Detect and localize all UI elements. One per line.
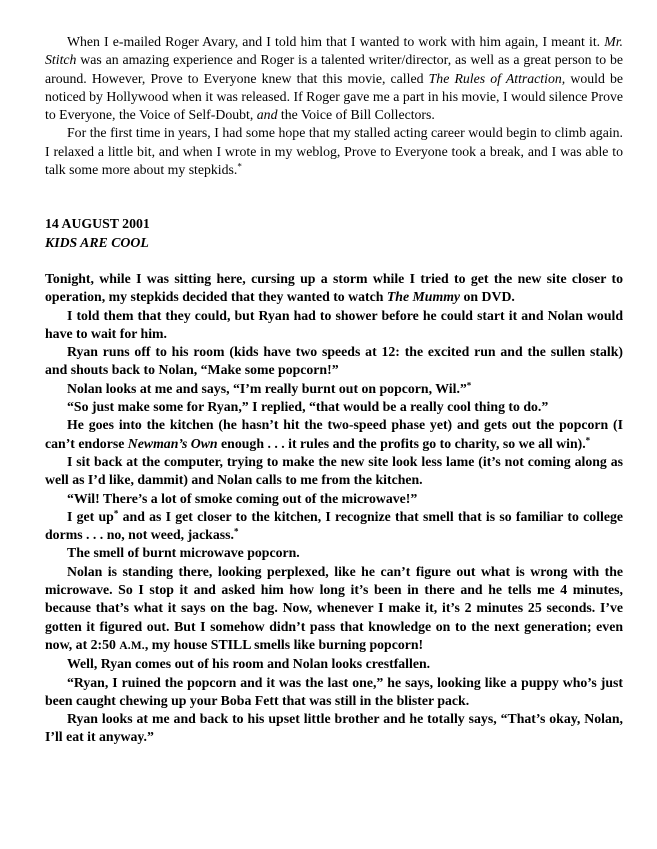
blog-paragraph <box>45 544 623 562</box>
footnote-asterisk: * <box>113 508 119 519</box>
blog-paragraph <box>45 307 623 344</box>
text-run: “Wil! There’s a lot of smoke coming out of the microwave!” <box>67 490 418 506</box>
text-run: For the first time in years, I had some hope that my stalled acting career would begin to climb again. I relaxed a little bit, and when I wrote in my weblog, Prove to Everyone took a break, and I was able to talk some more about my stepkids. <box>45 125 623 178</box>
italic-text: The Mummy <box>386 289 461 305</box>
blog-entry-section <box>45 270 623 747</box>
footnote-asterisk: * <box>237 161 242 172</box>
italic-text: Newman’s Own <box>127 435 218 451</box>
text-run: I get up <box>67 508 114 524</box>
narration-section <box>45 33 623 179</box>
blog-paragraph <box>45 490 623 508</box>
blog-paragraph <box>45 453 623 490</box>
text-run: Ryan looks at me and back to his upset little brother and he totally says, “That’s okay, Nolan, I’ll eat it anyway.” <box>45 711 623 745</box>
text-run: I sit back at the computer, trying to make the new site look less lame (it’s not coming along as well as I’d like, dammit) and Nolan calls to me from the kitchen. <box>45 453 623 488</box>
blog-paragraph <box>45 343 623 380</box>
text-run: would be noticed by Hollywood when it was released. If Roger gave me a part in his movie, I would silence Prove to Everyone, the Voice of Self-Doubt, <box>45 70 623 123</box>
blog-paragraph <box>45 508 623 545</box>
text-run: “So just make some for Ryan,” I replied, “that would be a really cool thing to do.” <box>67 399 549 415</box>
text-run: was an amazing experience and Roger is a talented writer/director, as well as a great person to be around. However, Prove to Everyone knew that this movie, called <box>45 52 623 86</box>
text-run: the Voice of Bill Collectors. <box>277 107 435 123</box>
entry-date-heading: 14 AUGUST 2001 <box>45 216 150 232</box>
text-run: , my house STILL smells like burning popcorn! <box>144 636 424 652</box>
text-run: Well, Ryan comes out of his room and Nolan looks crestfallen. <box>67 656 431 672</box>
narration-paragraph <box>45 124 623 179</box>
blog-paragraph <box>45 655 623 673</box>
footnote-asterisk: * <box>233 526 239 537</box>
footnote-asterisk: * <box>585 435 591 446</box>
text-run: Tonight, while I was sitting here, cursing up a storm while I tried to get the new site closer to operation, my stepkids decided that they wanted to watch <box>45 270 623 305</box>
text-run: Ryan runs off to his room (kids have two speeds at 12: the excited run and the sullen stalk) and shouts back to Nolan, “Make some popcorn!” <box>45 344 623 378</box>
blog-paragraph <box>45 270 623 307</box>
text-run: and as I get closer to the kitchen, I recognize that smell that is so familiar to college dorms . . . no, not weed, jackass. <box>45 508 624 543</box>
blog-paragraph <box>45 710 623 747</box>
text-run: The smell of burnt microwave popcorn. <box>67 545 300 561</box>
text-run: When I e-mailed Roger Avary, and I told him that I wanted to work with him again, I meant it. <box>67 34 605 49</box>
italic-text: The Rules of Attraction, <box>428 70 566 86</box>
blog-paragraph <box>45 416 623 453</box>
text-column <box>45 33 623 747</box>
blog-paragraph <box>45 563 623 655</box>
smallcaps-text: A.M. <box>119 639 145 652</box>
italic-text: Mr. Stitch <box>45 34 623 68</box>
footnote-asterisk: * <box>466 380 472 391</box>
text-run: Nolan is standing there, looking perplexed, like he can’t figure out what is wrong with the microwave. So I stop it and asked him how long it’s been in there and he tells me 4 minutes, because that’s what it says on the bag. Now, whenever I make it, it’s 2 minutes 25 seconds. I’ve gotten it figured out. But I somehow didn’t pass that knowledge on to the next generation; even now, at 2:50 <box>45 563 623 652</box>
text-run: He goes into the kitchen (he hasn’t hit the two-speed phase yet) and gets out the popcorn (I can’t endorse <box>45 417 623 451</box>
blog-paragraph <box>45 380 623 398</box>
text-run: Nolan looks at me and says, “I’m really burnt out on popcorn, Wil.” <box>67 380 467 396</box>
text-run: I told them that they could, but Ryan had to shower before he could start it and Nolan would have to wait for him. <box>45 307 623 341</box>
blog-paragraph <box>45 398 623 416</box>
blog-paragraph <box>45 674 623 711</box>
text-run: “Ryan, I ruined the popcorn and it was the last one,” he says, looking like a puppy who’s just been caught chewing up your Boba Fett that was still in the blister pack. <box>45 674 623 708</box>
narration-paragraph <box>45 33 623 124</box>
text-run: on DVD. <box>460 289 515 305</box>
italic-text: and <box>256 107 278 123</box>
text-run: enough . . . it rules and the profits go to charity, so we all win). <box>217 435 586 451</box>
entry-title-heading: KIDS ARE COOL <box>45 234 149 250</box>
